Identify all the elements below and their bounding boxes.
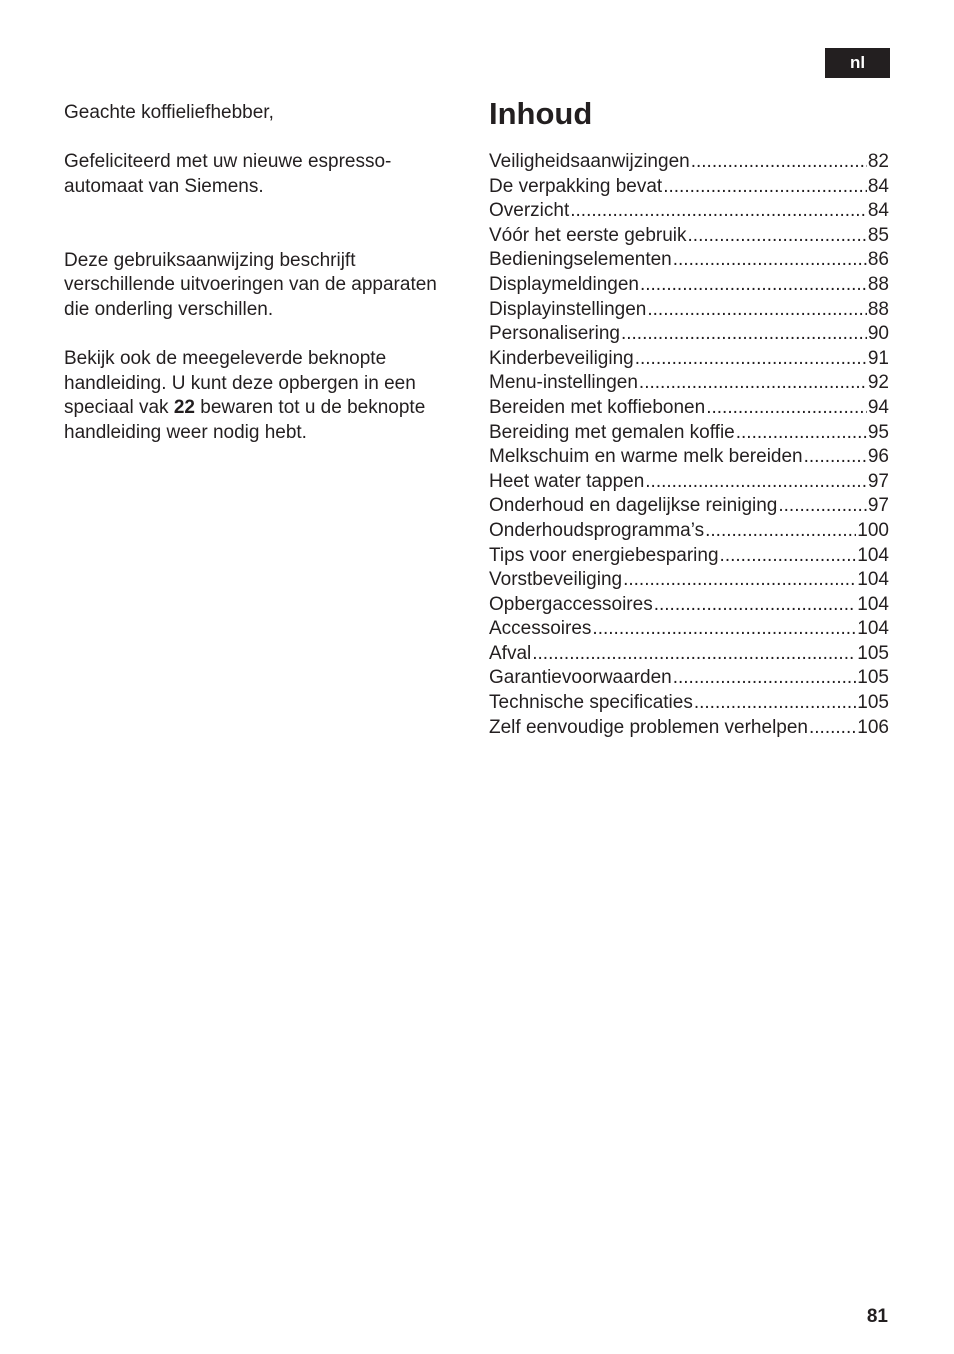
toc-entry-title: Overzicht	[489, 200, 570, 222]
toc-entry-page: 84	[867, 200, 889, 222]
toc-entry-page: 106	[857, 716, 889, 738]
toc-entry-title: Vóór het eerste gebruik	[489, 224, 687, 246]
toc-leader-dots	[663, 175, 867, 200]
toc-leader-dots	[804, 445, 867, 470]
table-of-contents	[489, 150, 889, 740]
toc-leader-dots	[645, 470, 867, 495]
toc-entry-page: 97	[867, 495, 889, 517]
toc-entry-page: 88	[867, 298, 889, 320]
toc-entry-page: 90	[867, 323, 889, 345]
toc-entry-title: Veiligheidsaanwijzingen	[489, 151, 690, 172]
toc-entry-title: Displaymeldingen	[489, 273, 639, 295]
toc-leader-dots	[621, 322, 867, 347]
toc-entry-title: Heet water tappen	[489, 470, 645, 492]
toc-entry-page: 84	[867, 175, 889, 197]
toc-entry-title: Tips voor energiebesparing	[489, 544, 719, 566]
toc-leader-dots	[809, 716, 856, 741]
toc-leader-dots	[639, 371, 867, 396]
toc-leader-dots	[694, 691, 856, 716]
toc-entry[interactable]	[489, 716, 889, 741]
intro-description: Deze gebruiksaanwijzing beschrijft verschillende uitvoeringen van de apparaten die onderling verschillen.	[64, 249, 437, 320]
toc-entry[interactable]	[489, 666, 889, 691]
page-number: 81	[866, 1306, 888, 1327]
toc-entry-page: 104	[857, 618, 889, 640]
toc-leader-dots	[691, 150, 867, 175]
toc-leader-dots	[778, 494, 866, 519]
toc-entry-page: 86	[867, 249, 889, 271]
intro-greeting: Geachte koffieliefhebber,	[64, 102, 274, 123]
toc-entry-page: 95	[867, 421, 889, 443]
toc-entry-title: Onderhoud en dagelijkse reiniging	[489, 495, 778, 517]
toc-entry-page: 92	[867, 372, 889, 394]
toc-leader-dots	[673, 248, 867, 273]
toc-entry[interactable]	[489, 642, 889, 667]
toc-leader-dots	[654, 593, 857, 618]
toc-entry[interactable]	[489, 150, 889, 175]
toc-entry-title: Bereiden met koffiebonen	[489, 396, 706, 418]
toc-entry-title: Bereiding met gemalen koffie	[489, 421, 735, 443]
toc-entry-page: 96	[867, 446, 889, 468]
toc-entry[interactable]	[489, 470, 889, 495]
toc-entry-title: Melkschuim en warme melk bereiden	[489, 446, 803, 468]
toc-entry-title: Technische specificaties	[489, 692, 693, 714]
toc-entry[interactable]	[489, 617, 889, 642]
intro-note-compartment-number: 22	[173, 397, 195, 419]
toc-entry-page: 91	[867, 347, 889, 369]
toc-entry-page: 85	[867, 224, 889, 246]
toc-entry[interactable]	[489, 322, 889, 347]
toc-entry-title: Afval	[489, 642, 532, 664]
toc-entry[interactable]	[489, 224, 889, 249]
toc-entry[interactable]	[489, 494, 889, 519]
toc-leader-dots	[623, 568, 856, 593]
toc-entry-page: 104	[857, 544, 889, 566]
toc-leader-dots	[532, 642, 856, 667]
toc-leader-dots	[570, 199, 867, 224]
toc-leader-dots	[640, 273, 867, 298]
toc-title: Inhoud	[489, 96, 593, 131]
toc-entry-page: 105	[857, 692, 889, 714]
toc-entry[interactable]	[489, 371, 889, 396]
language-badge: nl	[825, 48, 890, 78]
toc-entry-title: Kinderbeveiliging	[489, 347, 634, 369]
intro-congratulations: Gefeliciteerd met uw nieuwe espresso-automaat van Siemens.	[64, 151, 392, 197]
toc-entry-title: Bedieningselementen	[489, 249, 672, 271]
toc-entry-page: 105	[857, 642, 889, 664]
toc-entry-title: Displayinstellingen	[489, 298, 647, 320]
toc-entry-title: Opbergaccessoires	[489, 593, 653, 615]
toc-entry[interactable]	[489, 445, 889, 470]
toc-entry-title: Personalisering	[489, 323, 620, 345]
toc-leader-dots	[720, 544, 857, 569]
toc-leader-dots	[635, 347, 867, 372]
toc-entry[interactable]	[489, 396, 889, 421]
toc-entry[interactable]	[489, 347, 889, 372]
toc-entry-page: 104	[857, 593, 889, 615]
toc-entry[interactable]	[489, 199, 889, 224]
toc-entry-page: 100	[857, 519, 889, 541]
toc-entry-page: 105	[857, 667, 889, 689]
toc-entry-page: 94	[867, 396, 889, 418]
toc-entry[interactable]	[489, 175, 889, 200]
toc-entry[interactable]	[489, 421, 889, 446]
intro-note-before: Bekijk ook de meegeleverde beknopte handleiding. U kunt deze opbergen in een speciaal vak	[64, 347, 416, 419]
toc-entry-title: Zelf eenvoudige problemen verhelpen	[489, 716, 808, 738]
toc-entry[interactable]	[489, 273, 889, 298]
toc-entry[interactable]	[489, 544, 889, 569]
toc-entry-title: Vorstbeveiliging	[489, 569, 623, 591]
toc-leader-dots	[688, 224, 867, 249]
toc-entry-title: Accessoires	[489, 618, 592, 640]
intro-note-after: bewaren tot u de beknopte handleiding weer nodig hebt.	[64, 397, 426, 443]
toc-leader-dots	[705, 519, 856, 544]
toc-entry-page: 97	[867, 470, 889, 492]
toc-entry[interactable]	[489, 691, 889, 716]
toc-leader-dots	[647, 298, 866, 323]
intro-text	[64, 101, 464, 445]
toc-entry[interactable]	[489, 568, 889, 593]
toc-entry-page: 104	[857, 569, 889, 591]
toc-entry[interactable]	[489, 248, 889, 273]
intro-note	[64, 347, 464, 445]
toc-entry-page: 82	[867, 151, 889, 172]
toc-entry-title: Menu-instellingen	[489, 372, 638, 394]
toc-leader-dots	[592, 617, 856, 642]
toc-leader-dots	[706, 396, 867, 421]
toc-entry-title: Onderhoudsprogramma’s	[489, 519, 705, 541]
toc-leader-dots	[673, 666, 857, 691]
toc-entry-title: Garantievoorwaarden	[489, 667, 672, 689]
toc-entry[interactable]	[489, 298, 889, 323]
toc-entry-page: 88	[867, 273, 889, 295]
toc-entry[interactable]	[489, 593, 889, 618]
toc-entry-title: De verpakking bevat	[489, 175, 663, 197]
toc-entry[interactable]	[489, 519, 889, 544]
toc-leader-dots	[736, 421, 867, 446]
